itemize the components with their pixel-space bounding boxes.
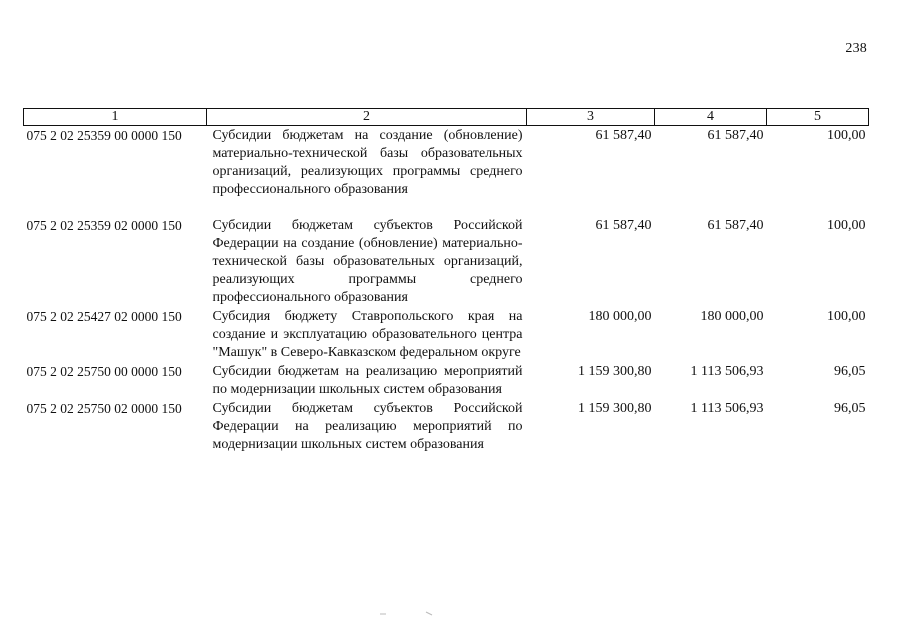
row-description: Субсидии бюджетам на создание (обновление) материально-технической базы образовательных организаций, реализующих программы среднего профессионального образования [212,128,523,197]
row-value-col4: 61 587,40 [707,128,764,143]
row-value-col3: 1 159 300,80 [578,364,652,379]
table-row [24,126,869,200]
row-description: Субсидии бюджетам субъектов Российской Федерации на реализацию мероприятий по модернизации школьных систем образования [212,401,523,452]
row-value-col5: 100,00 [827,309,866,324]
budget-table [23,108,869,454]
row-value-col3: 1 159 300,80 [578,401,652,416]
row-spacer [24,199,869,217]
table-row [24,363,869,399]
header-row [24,109,869,126]
table-body [24,126,869,455]
column-header-2: 2 [207,109,527,126]
column-header-5: 5 [767,109,869,126]
row-value-col5: 96,05 [834,401,866,416]
row-value-col3: 180 000,00 [588,309,652,324]
row-value-col4: 61 587,40 [707,218,764,233]
column-header-4: 4 [655,109,767,126]
table-row [24,400,869,454]
column-header-1: 1 [24,109,207,126]
row-value-col3: 61 587,40 [595,128,652,143]
row-description: Субсидии бюджетам на реализацию мероприятий по модернизации школьных систем образования [212,364,523,397]
table-row [24,217,869,307]
row-value-col5: 100,00 [827,218,866,233]
column-header-3: 3 [527,109,655,126]
row-code: 075 2 02 25359 00 0000 150 [26,128,182,143]
row-code: 075 2 02 25750 02 0000 150 [26,401,182,416]
row-value-col3: 61 587,40 [595,218,652,233]
table-row [24,308,869,362]
row-value-col5: 96,05 [834,364,866,379]
row-code: 075 2 02 25750 00 0000 150 [26,364,182,379]
row-value-col4: 1 113 506,93 [690,401,764,416]
row-code: 075 2 02 25427 02 0000 150 [26,309,182,324]
table-header [24,109,869,126]
row-value-col4: 180 000,00 [700,309,764,324]
row-value-col4: 1 113 506,93 [690,364,764,379]
scan-artifact [380,610,440,616]
row-code: 075 2 02 25359 02 0000 150 [26,218,182,233]
row-description: Субсидии бюджетам субъектов Российской Федерации на создание (обновление) материально-технической базы образовательных организаций, реализующих программы среднего профессионального образования [212,218,523,305]
row-description: Субсидия бюджету Ставропольского края на создание и эксплуатацию образовательного центра "Машук" в Северо-Кавказском федеральном округе [212,309,523,360]
row-value-col5: 100,00 [827,128,866,143]
page-number: 238 [845,41,867,56]
